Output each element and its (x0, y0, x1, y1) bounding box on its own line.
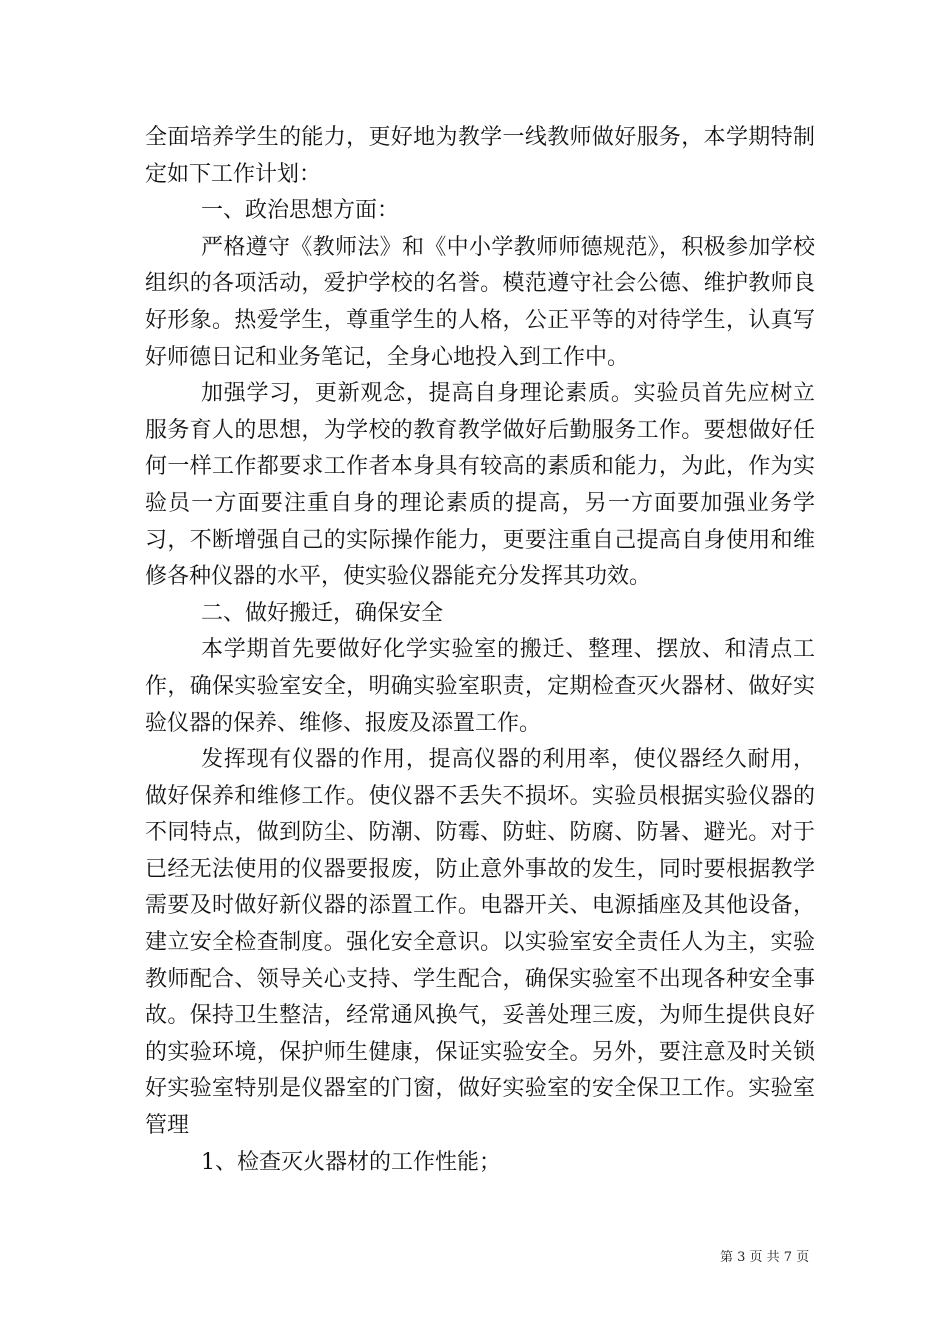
section-heading-relocation-safety: 二、做好搬迁，确保安全 (201, 600, 444, 626)
list-item-fire-equipment-check: 1、检查灭火器材的工作性能； (201, 1149, 501, 1175)
paragraph-teacher-ethics: 严格遵守《教师法》和《中小学教师师德规范》，积极参加学校组织的各项活动，爱护学校的名誉。模范遵守社会公德、维护教师良好形象。热爱学生，尊重学生的人格，公正平等的对待学生，认真写好师德日记和业务笔记，全身心地投入到工作中。 (145, 234, 815, 370)
paragraph-instrument-maintenance: 发挥现有仪器的作用，提高仪器的利用率，使仪器经久耐用，做好保养和维修工作。使仪器不丢失不损坏。实验员根据实验仪器的不同特点，做到防尘、防潮、防霉、防蛀、防腐、防暑、避光。对于已经无法使用的仪器要报废，防止意外事故的发生，同时要根据教学需要及时做好新仪器的添置工作。电器开关、电源插座及其他设备，建立安全检查制度。强化安全意识。以实验室安全责任人为主，实验教师配合、领导关心支持、学生配合，确保实验室不出现各种安全事故。保持卫生整洁，经常通风换气，妥善处理三废，为师生提供良好的实验环境，保护师生健康，保证实验安全。另外，要注意及时关锁好实验室特别是仪器室的门窗，做好实验室的安全保卫工作。实验室管理 (145, 747, 815, 1139)
page-number-footer: 第 3 页 共 7 页 (720, 1250, 810, 1265)
section-heading-political: 一、政治思想方面： (201, 198, 400, 224)
paragraph-intro-continuation: 全面培养学生的能力，更好地为教学一线教师做好服务，本学期特制定如下工作计划： (145, 125, 815, 187)
paragraph-lab-relocation: 本学期首先要做好化学实验室的搬迁、整理、摆放、和清点工作，确保实验室安全，明确实验室职责，定期检查灭火器材、做好实验仪器的保养、维修、报废及添置工作。 (145, 637, 815, 736)
document-body (145, 120, 815, 1181)
paragraph-study-quality: 加强学习，更新观念，提高自身理论素质。实验员首先应树立服务育人的思想，为学校的教育教学做好后勤服务工作。要想做好任何一样工作都要求工作者本身具有较高的素质和能力，为此，作为实验员一方面要注重自身的理论素质的提高，另一方面要加强业务学习，不断增强自己的实际操作能力，更要注重自己提高自身使用和维修各种仪器的水平，使实验仪器能充分发挥其功效。 (145, 381, 815, 590)
